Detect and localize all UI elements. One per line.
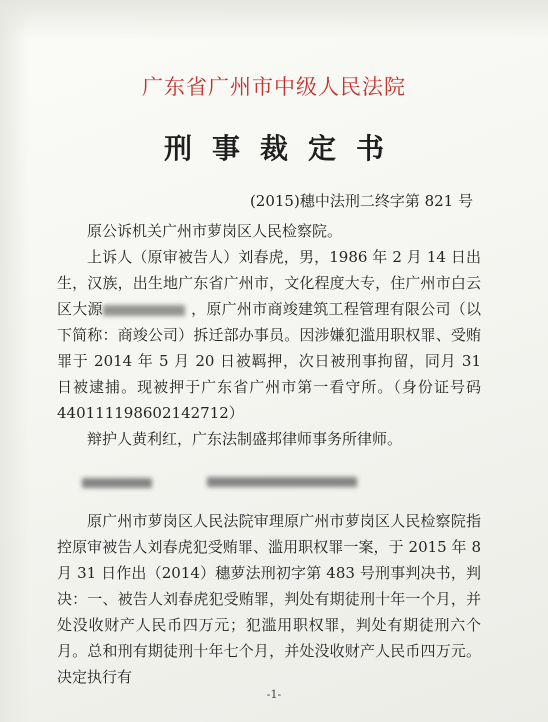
defense-counsel-paragraph: 辩护人黄利红，广东法制盛邦律师事务所律师。	[87, 430, 403, 448]
page-top-shadow	[0, 0, 548, 40]
page-edge-shadow	[0, 0, 30, 722]
appellant-paragraph	[57, 244, 481, 426]
page-number: -1-	[266, 688, 282, 701]
first-instance-paragraph: 原广州市萝岗区人民法院审理原广州市萝岗区人民检察院指控原审被告人刘春虎犯受贿罪、滥用职权罪一案，于 2015 年 8 月 31 日作出（2014）穗萝法刑初字第 483 号刑事判决书，判决：一、被告人刘春虎犯受贿罪，判处有期徒刑十年一个月，并处没收财产人民币四万元；犯滥用职权罪，判处有期徒刑六个月。总和刑有期徒刑十年七个月，并处没收财产人民币四万元。决定执行有	[57, 512, 481, 686]
redacted-line	[82, 474, 362, 492]
redacted-address	[103, 305, 185, 316]
redacted-segment	[82, 478, 152, 488]
document-body-continued	[57, 508, 481, 690]
prosecutor-paragraph: 原公诉机关广州市萝岗区人民检察院。	[87, 222, 343, 240]
appellant-text-part1: 上诉人（原审被告人）刘春虎，男，1986 年 2 月 14 日出生，汉族，出生地广东省广州市，文化程度大专，住广州市白云区大源	[57, 248, 481, 318]
court-name: 广东省广州市中级人民法院	[142, 75, 406, 99]
document-title: 刑事裁定书	[163, 132, 404, 165]
case-number: (2015)穗中法刑二终字第 821 号	[249, 192, 473, 210]
redacted-segment	[207, 477, 357, 487]
appellant-text-part2: ，原广州市商竣建筑工程管理有限公司（以下简称：商竣公司）拆迁部办事员。因涉嫌犯滥用职权罪、受贿罪于 2014 年 5 月 20 日被羁押，次日被刑事拘留，同月 31 日被逮捕。现被押于广东省广州市第一看守所。（身份证号码 440111198602142712）	[57, 300, 481, 422]
document-body	[57, 218, 481, 452]
